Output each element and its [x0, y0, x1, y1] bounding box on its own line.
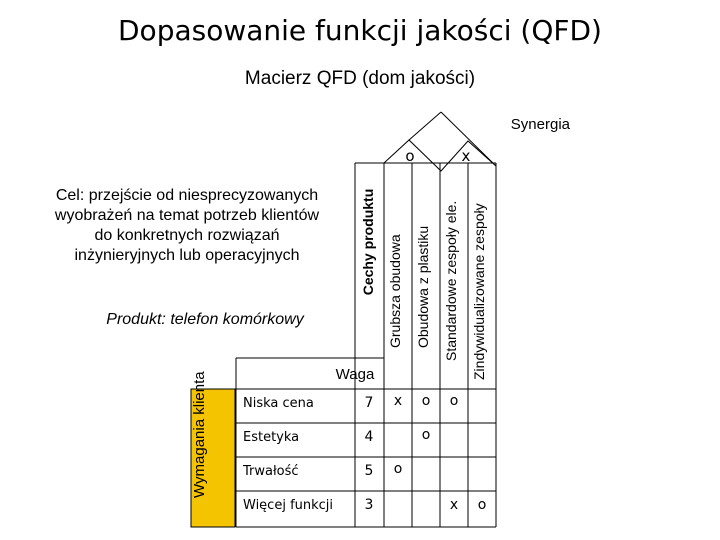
- product-label: Produkt: telefon komórkowy: [106, 311, 304, 328]
- goal-line-1: Cel: przejście od niesprecyzowanych: [55, 187, 319, 204]
- relation-cell-4-4: o: [477, 497, 487, 513]
- weight-header: Waga: [335, 366, 375, 383]
- requirement-weight-3: 5: [364, 463, 374, 479]
- goal-line-4: inżynieryjnych lub operacyjnych: [74, 247, 300, 264]
- requirement-name-2: Estetyka: [243, 430, 300, 445]
- requirement-name-4: Więcej funkcji: [243, 498, 334, 513]
- relation-cell-1-1: x: [393, 393, 403, 409]
- requirement-name-1: Niska cena: [243, 396, 314, 411]
- features-header: Cechy produktu: [360, 188, 376, 296]
- requirements-header: [191, 371, 231, 498]
- requirement-weight-1: 7: [364, 395, 374, 411]
- feature-label-4: Zindywidualizowane zespoły: [471, 203, 487, 380]
- relation-cell-4-3: x: [449, 497, 459, 513]
- requirements-header-text: Wymagania klienta: [191, 371, 208, 498]
- goal-line-3: do konkretnych rozwiązań: [94, 227, 280, 244]
- relation-cell-3-1: o: [393, 461, 403, 477]
- goal-line-2: wyobrażeń na temat potrzeb klientów: [54, 207, 320, 224]
- diagram-subtitle: Macierz QFD (dom jakości): [244, 68, 476, 89]
- roof-mark-synergy-2: x: [461, 147, 471, 165]
- roof-mark-synergy-1: o: [405, 147, 415, 165]
- requirement-weight-4: 3: [364, 497, 374, 513]
- relation-cell-2-2: o: [421, 427, 431, 443]
- feature-label-1: Grubsza obudowa: [387, 234, 403, 348]
- roof-label-synergia: Synergia: [510, 116, 570, 133]
- feature-label-3: Standardowe zespoły ele.: [443, 200, 459, 361]
- requirement-weight-2: 4: [364, 429, 374, 445]
- page-title: Dopasowanie funkcji jakości (QFD): [118, 14, 602, 47]
- requirement-name-3: Trwałość: [243, 464, 299, 479]
- feature-label-2: Obudowa z plastiku: [415, 225, 431, 348]
- relation-cell-1-3: o: [449, 393, 459, 409]
- relation-cell-1-2: o: [421, 393, 431, 409]
